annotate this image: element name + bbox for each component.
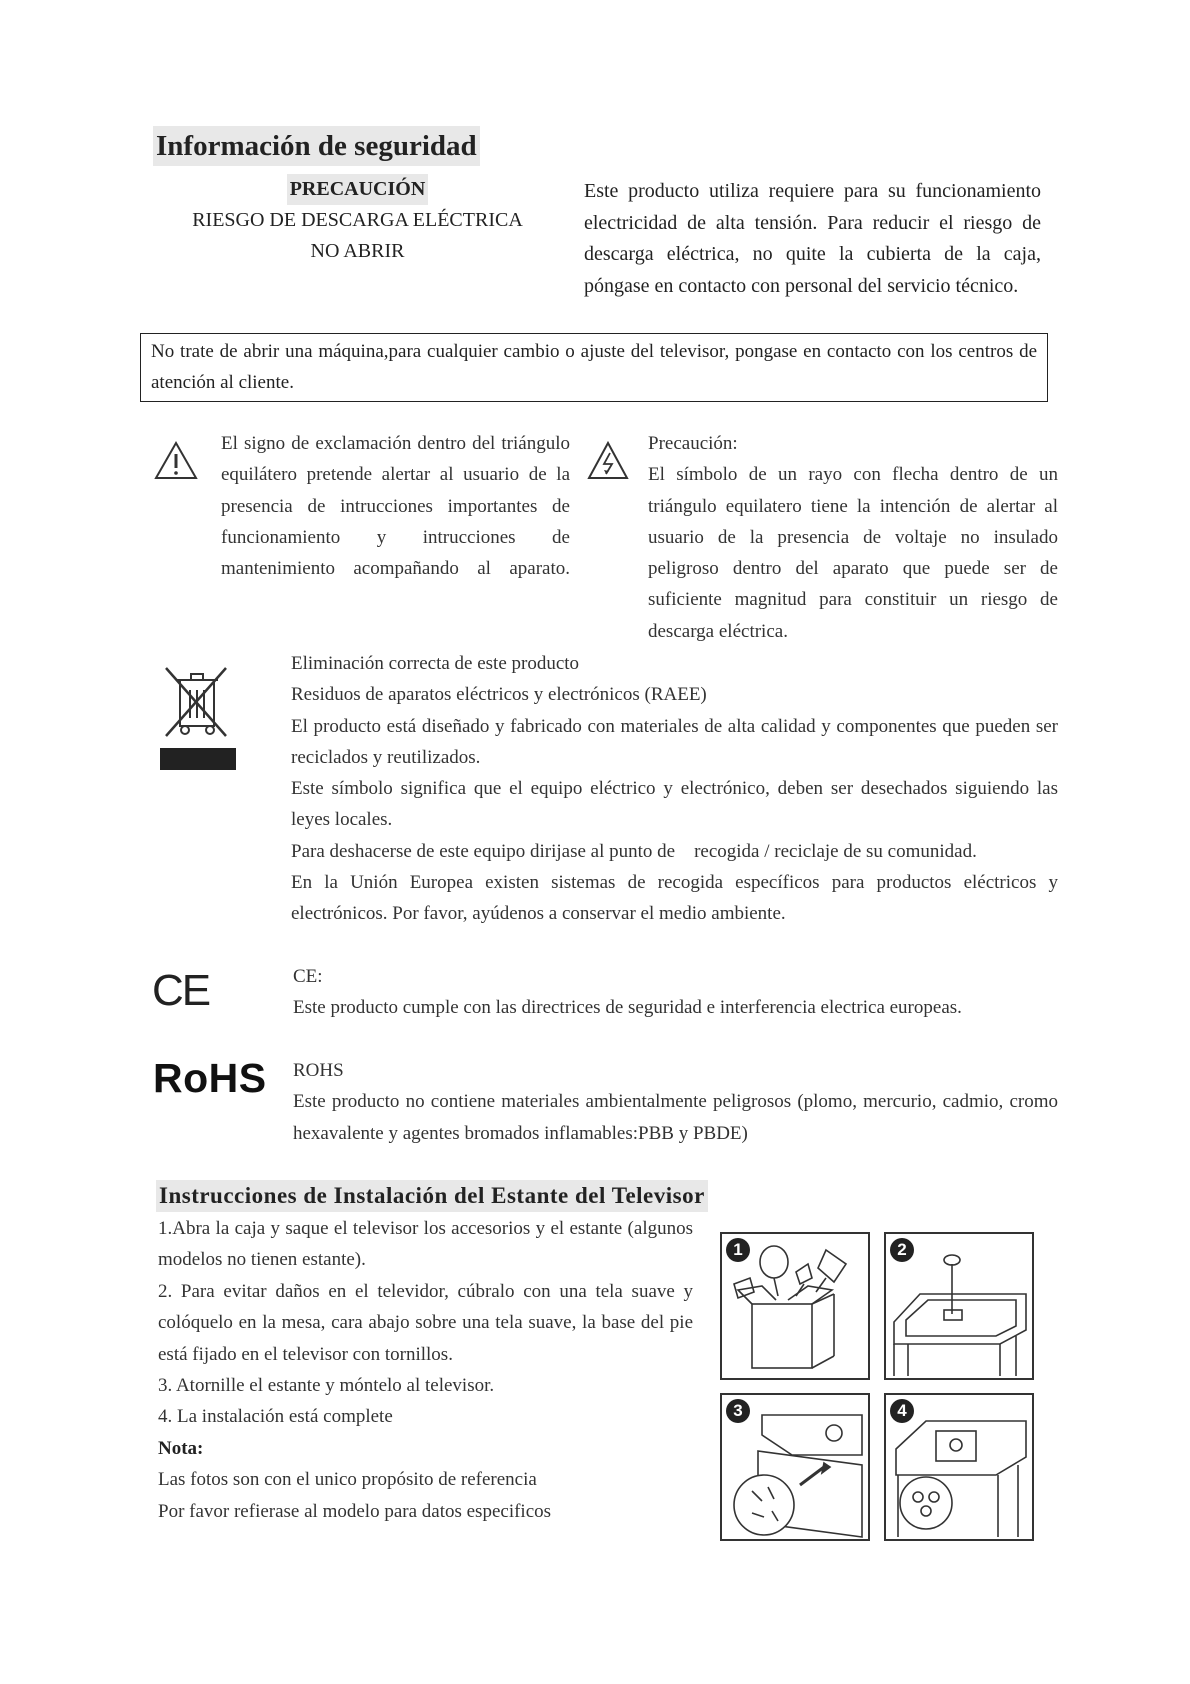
weee-p3: Para deshacerse de este equipo dirijase al punto de recogida / reciclaje de su comunidad.: [291, 840, 977, 862]
install-step4: 4. La instalación está complete: [158, 1406, 393, 1428]
weee-p1: El producto está diseñado y fabricado con materiales de alta calidad y componentes que pueden ser reciclados y reutilizados.: [291, 715, 1058, 768]
lightning-block: [648, 428, 1058, 647]
install-figure-3: [720, 1393, 870, 1541]
lightning-triangle-icon: [587, 440, 629, 480]
caution-description: Este producto utiliza requiere para su funcionamiento electricidad de alta tensión. Para reducir el riesgo de descarga eléctrica, no quite la cubierta de la caja, póngase en contacto con personal del servicio técnico.: [584, 180, 1041, 297]
figure-number: 1: [726, 1238, 750, 1262]
weee-block: [291, 648, 1058, 930]
exclamation-triangle-icon: [154, 440, 198, 480]
rohs-title: ROHS: [293, 1060, 344, 1081]
install-figure-2: [884, 1232, 1034, 1380]
exclamation-text: El signo de exclamación dentro del triángulo equilátero pretende alertar al usuario de la presencia de intrucciones importantes de funcionamiento y intrucciones de mantenimiento acompañando al aparato.: [221, 433, 570, 580]
notice-box: No trate de abrir una máquina,para cualquier cambio o ajuste del televisor, pongase en contacto con los centros de atención al cliente.: [140, 333, 1048, 402]
figure-number: 2: [890, 1238, 914, 1262]
ce-logo: CE: [152, 966, 210, 1015]
weee-line2: Residuos de aparatos eléctricos y electrónicos (RAEE): [291, 684, 707, 706]
note-label: Nota:: [158, 1437, 204, 1459]
install-step2: 2. Para evitar daños en el televidor, cúbralo con una tela suave y colóquelo en la mesa, cara abajo sobre una tela suave, la base del pie está fijado en el televisor con tornillos.: [158, 1280, 693, 1365]
ce-text: Este producto cumple con las directrices de seguridad e interferencia electrica europeas.: [293, 997, 962, 1019]
caution-line2: NO ABRIR: [310, 240, 405, 262]
note-line1: Las fotos son con el unico propósito de referencia: [158, 1469, 537, 1491]
weee-p2: Este símbolo significa que el equipo eléctrico y electrónico, deben ser desechados siguiendo las leyes locales.: [291, 778, 1058, 831]
lightning-title: Precaución:: [648, 433, 738, 454]
rohs-text: Este producto no contiene materiales ambientalmente peligrosos (plomo, mercurio, cadmio, cromo hexavalente y agentes bromados inflamables:PBB y PBDE): [293, 1091, 1058, 1144]
rohs-logo: RoHS: [153, 1055, 267, 1101]
install-figure-1: [720, 1232, 870, 1380]
crossed-bin-icon: [160, 664, 236, 772]
caution-line1: RIESGO DE DESCARGA ELÉCTRICA: [192, 209, 523, 231]
install-title: Instrucciones de Instalación del Estante del Televisor: [156, 1180, 708, 1212]
rohs-block: [293, 1055, 1058, 1149]
figure-number: 3: [726, 1399, 750, 1423]
install-steps: [158, 1213, 693, 1527]
ce-block: [293, 961, 1058, 1024]
weee-line1: Eliminación correcta de este producto: [291, 653, 580, 674]
figure-number: 4: [890, 1399, 914, 1423]
caution-title: PRECAUCIÓN: [287, 174, 429, 205]
note-line2: Por favor refierase al modelo para datos especificos: [158, 1500, 552, 1522]
install-step1: 1.Abra la caja y saque el televisor los accesorios y el estante (algunos modelos no tienen estante).: [158, 1218, 693, 1271]
ce-title: CE:: [293, 966, 323, 987]
lightning-text: El símbolo de un rayo con flecha dentro de un triángulo equilatero tiene la intención de alertar al usuario de la presencia de voltaje no insulado peligroso dentro del aparato que puede ser de suficiente magnitud para constituir un riesgo de descarga eléctrica.: [648, 464, 1058, 642]
caution-block: [175, 174, 540, 267]
install-step3: 3. Atornille el estante y móntelo al televisor.: [158, 1375, 495, 1397]
install-figure-4: [884, 1393, 1034, 1541]
page-title: Información de seguridad: [153, 126, 480, 166]
weee-p4: En la Unión Europea existen sistemas de recogida específicos para productos eléctricos y electrónicos. Por favor, ayúdenos a conservar el medio ambiente.: [291, 872, 1058, 925]
